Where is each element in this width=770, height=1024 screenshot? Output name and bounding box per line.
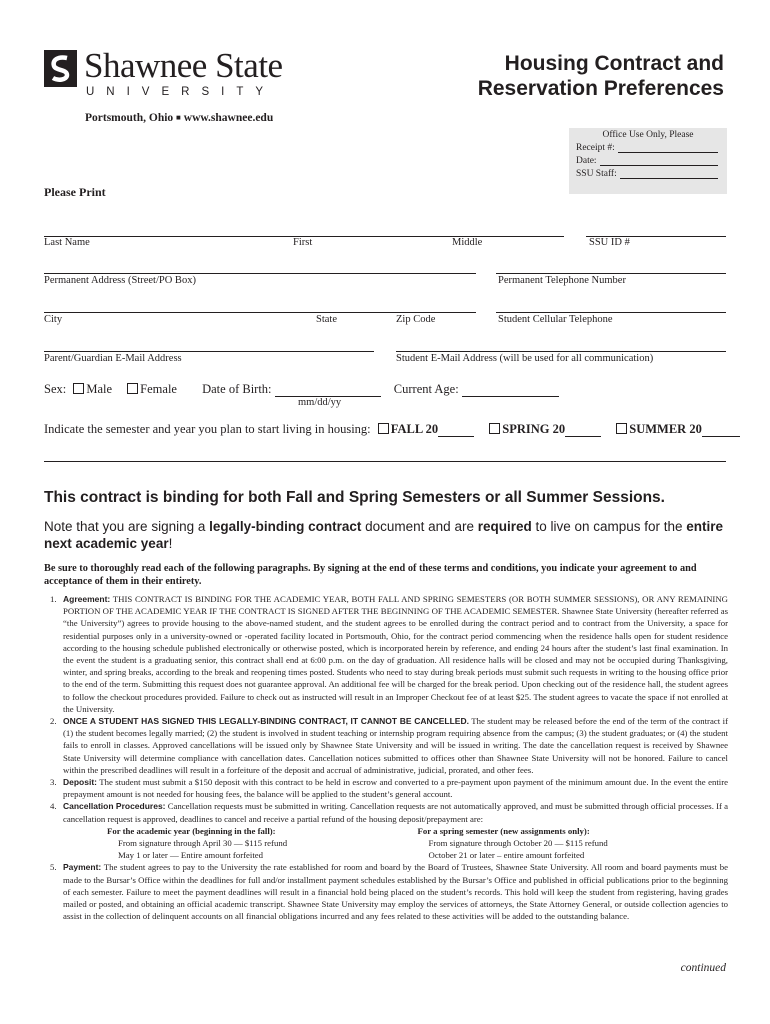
ssu-id-label: SSU ID # <box>589 237 630 248</box>
note-bold-3: entire next academic year <box>44 519 724 551</box>
spring-year-field[interactable] <box>565 436 601 437</box>
male-checkbox[interactable] <box>73 383 84 394</box>
receipt-row <box>576 143 727 153</box>
permanent-address-label: Permanent Address (Street/PO Box) <box>44 275 196 286</box>
term-text: The student must submit a $150 deposit with this contract to be held in escrow and converted to a pre-payment upon payment of the minimum amount due. In the event the entire prepayment amount is not needed for housing fees, the balance will be applied to the student’s general account. <box>63 777 728 800</box>
term-text: THIS CONTRACT IS BINDING FOR THE ACADEMIC YEAR, BOTH FALL AND SPRING SEMESTERS (OR BOTH SUMMER SESSIONS), OR ANY REMAINING PORTION OF THE ACADEMIC YEAR IF THE CONTRACT IS SIGNED AFTER THE BEGINNING OF THE ACADEMIC SEMESTER. Shawnee State University (hereafter referred as “the University”) agrees to provide housing to the above-named student, and the student agrees to be enrolled during the contract period and to contract from the University, a space for residential purposes only in a university-owned or -operated facility located in Portsmouth, Ohio, for the contract period commencing when the residence halls open for student residence according to the housing schedule published electronically or otherwise posted, which is incorporated herein by reference, and ending 24 hours after the student’s last final examination. In the event the student is a graduating senior, this contract shall end at 6:00 p.m. on the day of graduation. All residence halls will be closed and may not be occupied during Thanksgiving, winter, and spring breaks, according to the break and reopening times posted. Students who need to stay during break periods must submit such requests in writing to the housing office prior to the end of the term. Submitting this request does not guarantee approval. An additional fee will be charged for the break period. Upon checking out of the residence hall, the student agrees to follow the checkout procedures provided. Failure to check out as instructed will result in an Improper Checkout fee of at least $25. The student agrees to vacate the space if not enrolled at the University. <box>63 594 728 714</box>
university-logo-icon <box>44 50 77 87</box>
note-bold-2: required <box>477 519 532 534</box>
contract-intro: Be sure to thoroughly read each of the following paragraphs. By signing at the end of these terms and conditions, you indicate your agreement to and acceptance of them in their entirety. <box>44 563 697 587</box>
permanent-phone-field[interactable] <box>496 273 726 274</box>
semester-row <box>44 422 740 437</box>
fall-refund-line: May 1 or later — Entire amount forfeited <box>118 850 264 861</box>
term-item <box>44 861 728 922</box>
cell-phone-label: Student Cellular Telephone <box>498 314 613 325</box>
fall-label: FALL 20 <box>390 422 439 436</box>
sex-dob-age-row <box>44 382 559 397</box>
section-divider <box>44 461 726 462</box>
staff-field[interactable] <box>620 169 718 179</box>
receipt-field[interactable] <box>618 143 718 153</box>
dob-format-hint: mm/dd/yy <box>298 397 342 408</box>
term-heading: Cancellation Procedures: <box>63 801 166 812</box>
city-state-zip-field[interactable] <box>44 312 476 313</box>
date-field[interactable] <box>600 156 718 166</box>
date-row <box>576 156 727 166</box>
fall-refund-line: From signature through April 30 — $115 refund <box>118 838 288 849</box>
university-word: UNIVERSITY <box>86 86 276 98</box>
location-city: Portsmouth, Ohio <box>85 112 174 124</box>
female-label: Female <box>140 382 177 396</box>
spring-refund-line: From signature through October 20 — $115 refund <box>428 838 608 849</box>
term-item <box>44 776 728 800</box>
term-number: 4. <box>50 801 57 812</box>
term-item <box>44 715 728 776</box>
location-separator: ■ <box>176 113 181 122</box>
student-email-label: Student E-Mail Address (will be used for all communication) <box>396 353 654 364</box>
university-name: Shawnee State <box>84 46 283 85</box>
fall-year-field[interactable] <box>438 436 474 437</box>
zip-label: Zip Code <box>396 314 436 325</box>
term-number: 2. <box>50 716 57 727</box>
page-title <box>478 51 724 101</box>
sex-label: Sex: <box>44 382 67 396</box>
age-field[interactable] <box>462 396 559 397</box>
term-text: The student agrees to pay to the University the rate established for room and board by the Board of Trustees, Shawnee State University. All room and board payments must be made to the Bursar’s Office within the deadlines for full and/or installment payment schedules established by the Bursar’s Office and published in official publications prior to the beginning of each semester. Failure to meet the payment deadlines will result in a financial hold being placed on the student’s records. This hold will keep the student from registering, having grades mailed or posted, and obtaining an official academic transcript. Shawnee State University may employ the services of attorneys, the State Attorney General, or outside collection agencies to assist in the collection of delinquent accounts on all financial obligations incurred and any fees related to these activities will be added to the outstanding balance. <box>63 862 728 922</box>
term-heading: Agreement: <box>63 594 111 604</box>
office-use-box <box>569 128 727 194</box>
spring-refund-heading: For a spring semester (new assignments only): <box>417 825 590 836</box>
permanent-phone-label: Permanent Telephone Number <box>498 275 626 286</box>
male-label: Male <box>86 382 113 396</box>
fall-refund-column <box>107 825 418 862</box>
title-line-1: Housing Contract and <box>504 52 724 75</box>
contract-headline: This contract is binding for both Fall and Spring Semesters or all Summer Sessions. <box>44 489 665 506</box>
spring-label: SPRING 20 <box>502 422 566 436</box>
term-heading: ONCE A STUDENT HAS SIGNED THIS LEGALLY-BINDING CONTRACT, IT CANNOT BE CANCELLED. <box>63 716 469 727</box>
summer-checkbox[interactable] <box>616 423 627 434</box>
term-heading: Deposit: <box>63 777 97 788</box>
staff-label: SSU Staff: <box>576 169 617 179</box>
middle-name-label: Middle <box>452 237 483 248</box>
term-item <box>44 800 728 861</box>
please-print-label: Please Print <box>44 185 106 199</box>
term-text: The student may be released before the end of the term of the contract if (1) the student becomes legally married; (2) the student is involved in student teaching or internship program requiring absence from the campus; (3) the student graduates; or (4) the student fails to enroll in classes. Approved cancellations will be issued only by Shawnee State University and will be issued in writing. The date the cancellation request is received by Shawnee State University will determine compliance with cancellation dates. Cancellation notices submitted to offices other than Shawnee State University will not be honored. Failure to cancel within the prescribed deadlines will result in a forfeiture of the deposit and accrual of administrative, judicial, prorated, and other fees. <box>63 716 728 775</box>
term-heading: Payment: <box>63 862 102 873</box>
contract-note <box>44 518 734 552</box>
note-text-3: to live on campus for the <box>531 519 687 534</box>
staff-row <box>576 169 727 179</box>
state-label: State <box>316 314 337 325</box>
note-text-1: Note that you are signing a <box>44 519 210 534</box>
term-text: Cancellation requests must be submitted in writing. Cancellation requests are not automatically approved, and must be submitted through official processes. If a cancellation request is approved, deadlines to cancel and receive a partial refund of the housing deposit/prepayment are: <box>63 801 728 824</box>
semester-prompt: Indicate the semester and year you plan to start living in housing: <box>44 422 371 436</box>
guardian-email-field[interactable] <box>44 351 374 352</box>
office-use-heading: Office Use Only, Please <box>602 130 694 140</box>
summer-label: SUMMER 20 <box>629 422 702 436</box>
term-item <box>44 593 728 715</box>
dob-label: Date of Birth: <box>202 382 272 396</box>
term-number: 1. <box>50 594 57 604</box>
spring-checkbox[interactable] <box>489 423 500 434</box>
female-checkbox[interactable] <box>127 383 138 394</box>
first-name-label: First <box>293 237 313 248</box>
note-bold-1: legally-binding contract <box>209 519 362 534</box>
continued-label: continued <box>680 962 726 974</box>
permanent-address-field[interactable] <box>44 273 476 274</box>
receipt-label: Receipt #: <box>576 143 615 153</box>
term-number: 5. <box>50 862 57 873</box>
fall-checkbox[interactable] <box>378 423 389 434</box>
term-number: 3. <box>50 777 57 788</box>
age-label: Current Age: <box>393 382 459 396</box>
spring-refund-line: October 21 or later – entire amount forfeited <box>428 850 585 861</box>
refund-schedule <box>107 825 728 862</box>
fall-refund-heading: For the academic year (beginning in the fall): <box>107 825 276 836</box>
terms-list <box>44 593 728 922</box>
guardian-email-label: Parent/Guardian E-Mail Address <box>44 353 182 364</box>
location-line <box>85 112 273 124</box>
website-link[interactable]: www.shawnee.edu <box>183 112 274 124</box>
date-label: Date: <box>576 156 597 166</box>
note-text-2: document and are <box>361 519 478 534</box>
city-label: City <box>44 314 63 325</box>
student-email-field[interactable] <box>396 351 726 352</box>
summer-year-field[interactable] <box>702 436 740 437</box>
cell-phone-field[interactable] <box>496 312 726 313</box>
title-line-2: Reservation Preferences <box>477 77 724 100</box>
note-text-4: ! <box>168 536 173 551</box>
last-name-label: Last Name <box>44 237 90 248</box>
spring-refund-column <box>418 825 729 862</box>
